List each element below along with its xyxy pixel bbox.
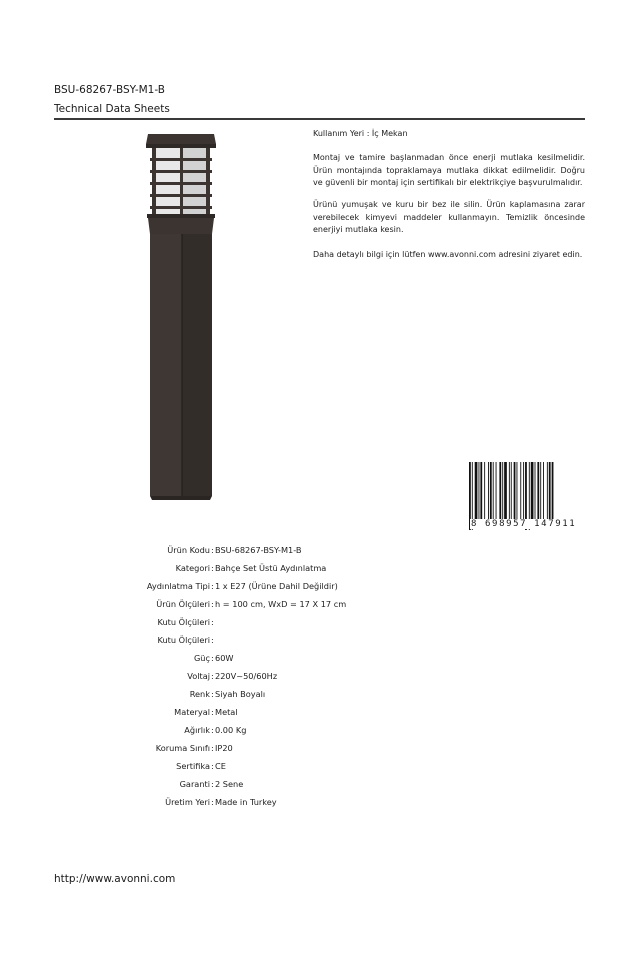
spec-separator: : <box>211 545 214 555</box>
spec-separator: : <box>211 581 214 591</box>
barcode-number: 8 698957 147911 <box>470 519 585 529</box>
spec-label: Renk <box>189 689 210 699</box>
spec-label: Ağırlık <box>184 725 210 735</box>
spec-label: Materyal <box>174 707 210 717</box>
document-subtitle: Technical Data Sheets <box>54 103 170 115</box>
spec-separator: : <box>211 725 214 735</box>
spec-separator: : <box>211 797 214 807</box>
cleaning-paragraph: Ürünü yumuşak ve kuru bir bez ile silin. Ürün kaplamasına zarar verebilecek kimyevi maddeler kullanmayın. Temizlik öncesinde enerjiyi mutlaka kesin. <box>313 200 585 234</box>
spec-label: Sertifika <box>176 761 210 771</box>
spec-value: BSU-68267-BSY-M1-B <box>215 545 302 555</box>
spec-value: h = 100 cm, WxD = 17 X 17 cm <box>215 599 347 609</box>
spec-separator: : <box>211 563 214 573</box>
spec-value: 220V~50/60Hz <box>215 671 278 681</box>
spec-value: CE <box>215 761 226 771</box>
usage-location: Kullanım Yeri : İç Mekan <box>313 129 408 138</box>
spec-label: Güç <box>193 653 210 663</box>
more-info-paragraph: Daha detaylı bilgi için lütfen www.avonni.com adresini ziyaret edin. <box>313 250 583 259</box>
spec-value: Made in Turkey <box>215 797 277 807</box>
spec-separator: : <box>211 599 214 609</box>
spec-separator: : <box>211 617 214 627</box>
spec-value: IP20 <box>215 743 233 753</box>
spec-label: Kategori <box>175 563 210 573</box>
website-link[interactable]: http://www.avonni.com <box>54 873 176 885</box>
spec-value: 2 Sene <box>215 779 244 789</box>
spec-label: Ürün Kodu <box>167 545 210 555</box>
spec-separator: : <box>211 779 214 789</box>
spec-separator: : <box>211 689 214 699</box>
spec-separator: : <box>211 671 214 681</box>
header-divider <box>54 118 585 120</box>
product-image <box>146 130 218 502</box>
spec-value: Siyah Boyalı <box>215 689 266 699</box>
spec-separator: : <box>211 761 214 771</box>
safety-paragraph: Montaj ve tamire başlanmadan önce enerji mutlaka kesilmelidir. Ürün montajında topraklamaya mutlaka dikkat edilmelidir. Doğru ve güvenli bir montaj için sertifikalı bir elektrikçiye başvurulmalıdır. <box>313 153 585 187</box>
spec-value: 0.00 Kg <box>215 725 247 735</box>
spec-separator: : <box>211 635 214 645</box>
spec-label: Voltaj <box>187 671 210 681</box>
spec-label: Üretim Yeri <box>165 797 210 807</box>
spec-separator: : <box>211 743 214 753</box>
spec-separator: : <box>211 653 214 663</box>
product-code-title: BSU-68267-BSY-M1-B <box>54 84 165 96</box>
spec-value: 1 x E27 (Ürüne Dahil Değildir) <box>215 581 338 591</box>
spec-label: Garanti <box>179 779 210 789</box>
spec-label: Aydınlatma Tipi <box>146 581 210 591</box>
spec-separator: : <box>211 707 214 717</box>
spec-label: Kutu Ölçüleri <box>157 617 210 627</box>
spec-value: Bahçe Set Üstü Aydınlatma <box>215 563 327 573</box>
spec-label: Kutu Ölçüleri <box>157 635 210 645</box>
spec-label: Koruma Sınıfı <box>155 743 210 753</box>
spec-value: Metal <box>215 707 238 717</box>
spec-value: 60W <box>215 653 234 663</box>
spec-label: Ürün Ölçüleri <box>156 599 210 609</box>
